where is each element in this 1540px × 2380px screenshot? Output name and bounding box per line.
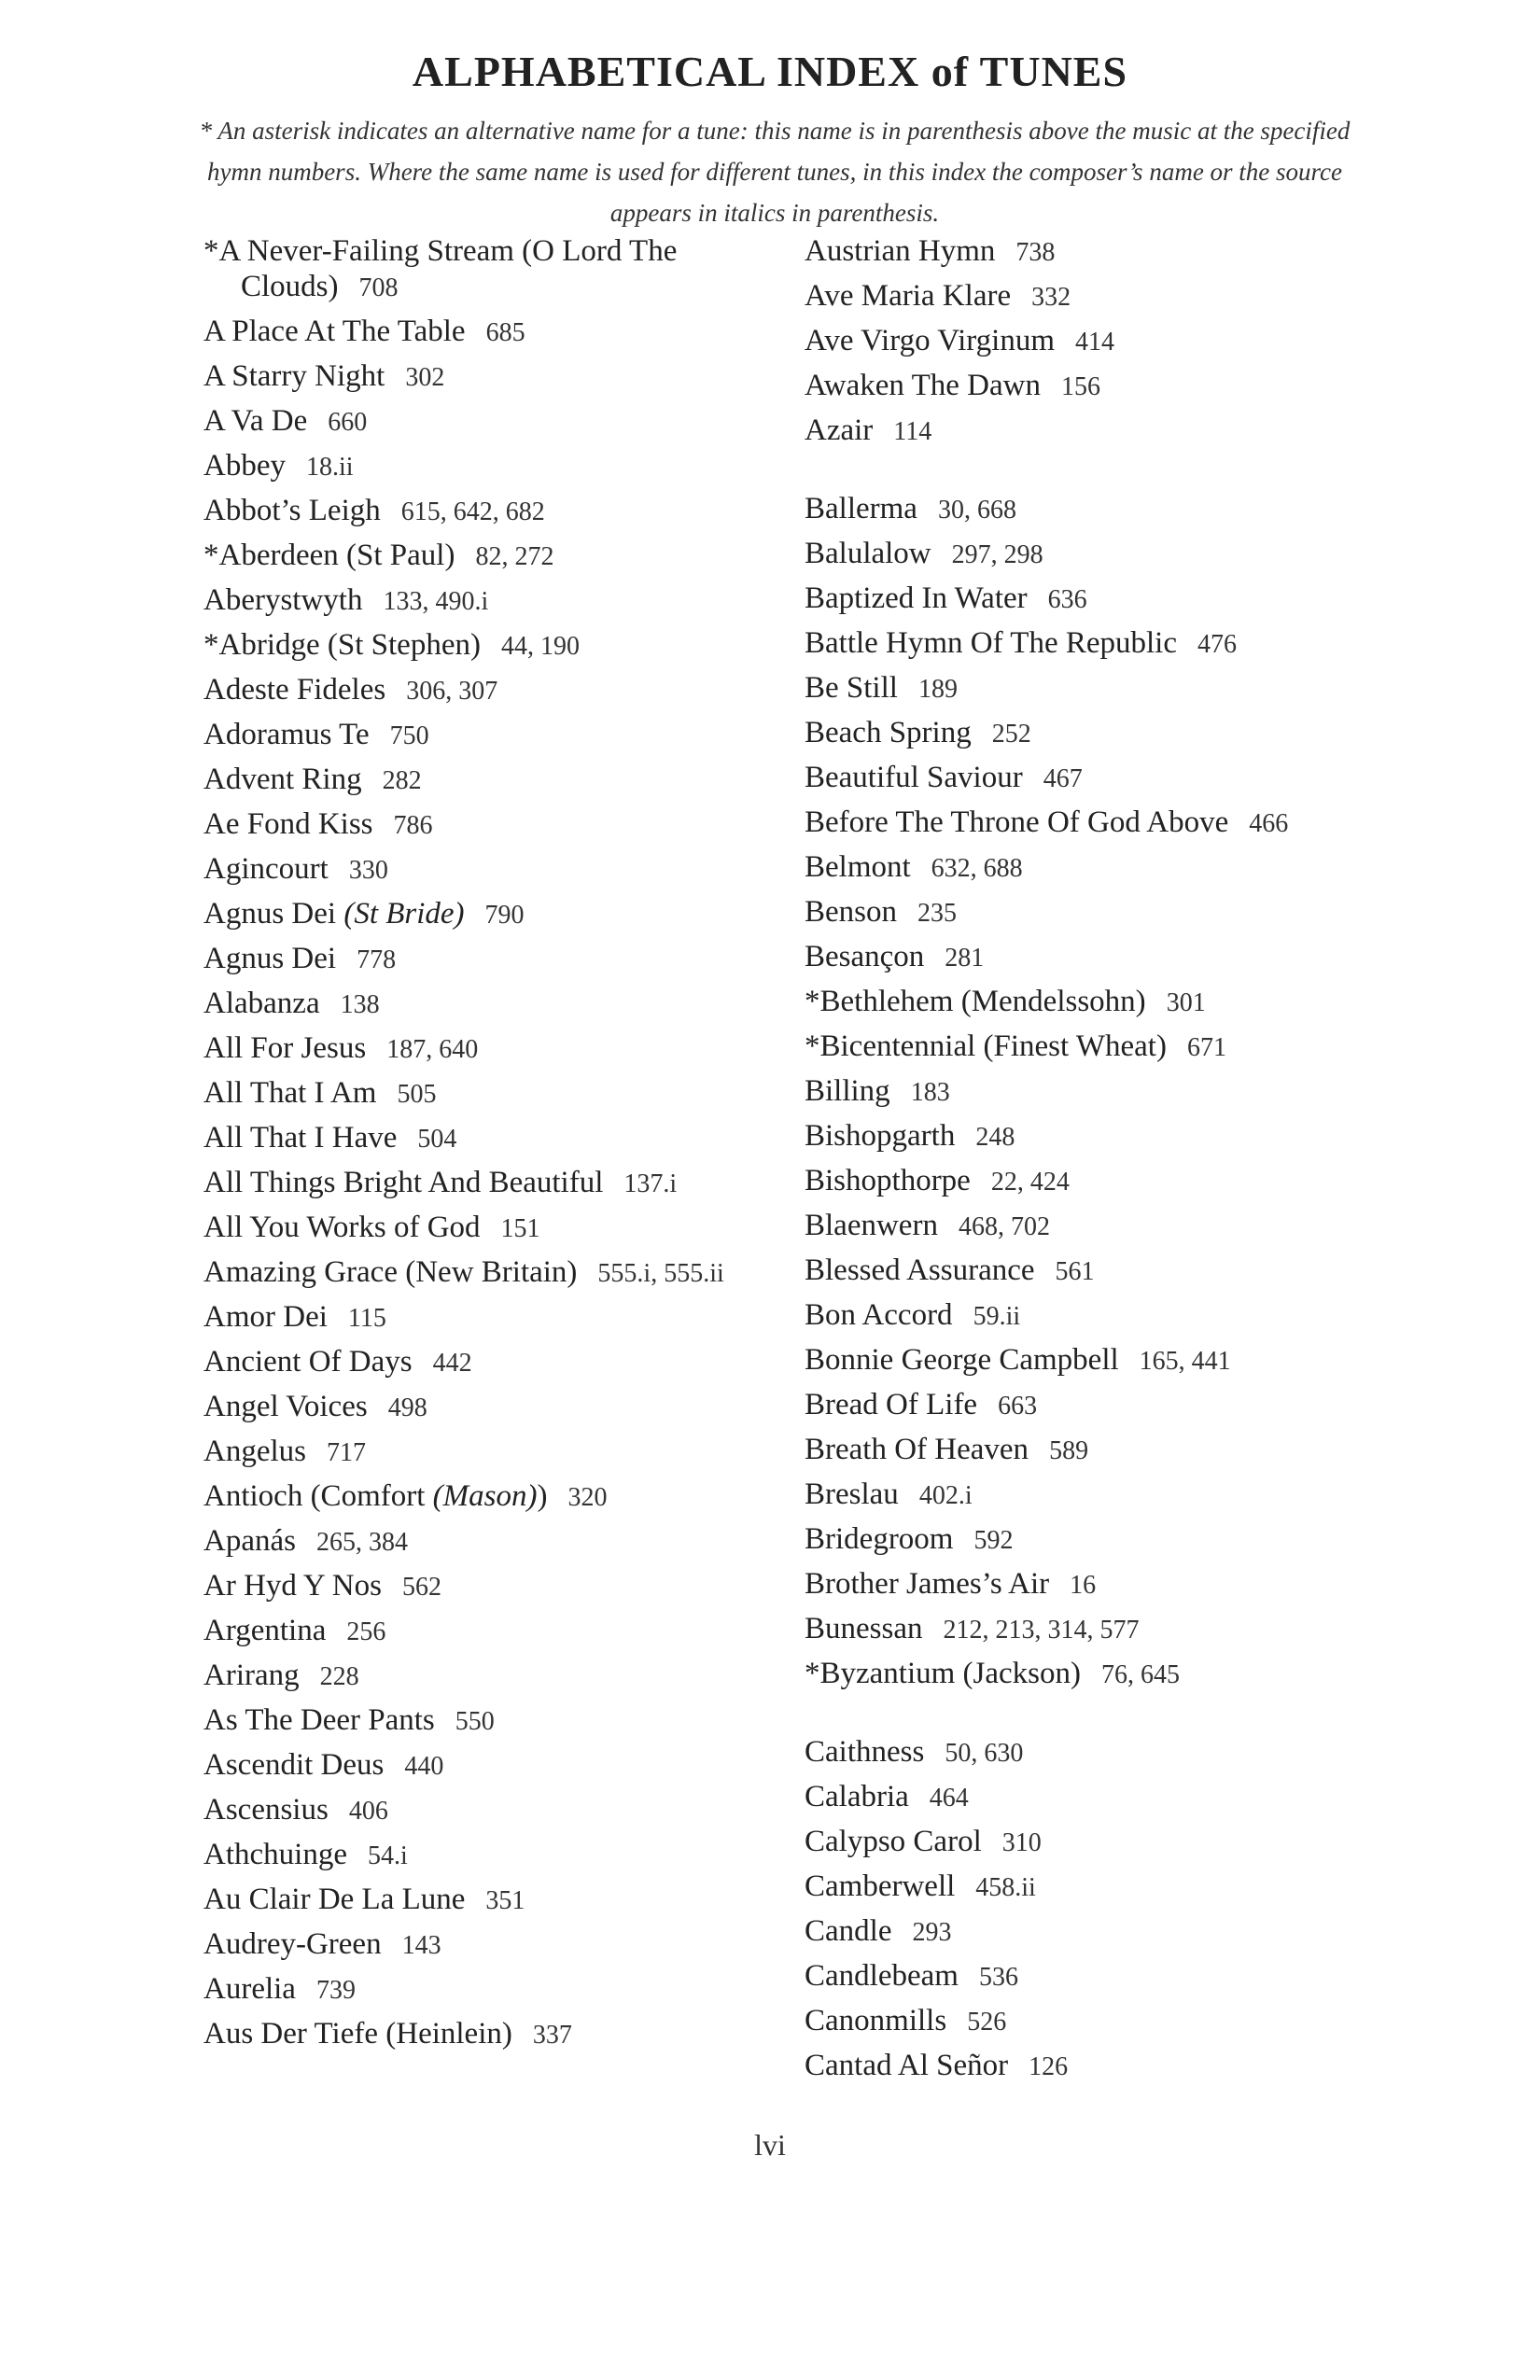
tune-name: Aberystwyth [203,583,363,617]
tune-name: Ar Hyd Y Nos [203,1569,382,1603]
hymn-numbers: 526 [967,2008,1007,2037]
index-entry [203,1344,773,1381]
index-entry [805,1734,1365,1771]
hymn-numbers: 126 [1029,2052,1069,2081]
page-number: lvi [754,2128,786,2162]
tune-name: All Things Bright And Beautiful [203,1166,604,1199]
index-entry [805,1118,1365,1155]
index-entry [203,2016,773,2053]
tune-name: Beautiful Saviour [805,761,1023,794]
index-entry [203,896,773,933]
index-entry [805,278,1365,315]
hymn-numbers: 235 [917,899,957,928]
tune-name: *Aberdeen (St Paul) [203,539,455,572]
hymn-numbers: 671 [1186,1033,1226,1062]
index-entry [805,805,1365,842]
tune-name: *Bethlehem (Mendelssohn) [805,985,1146,1018]
hymn-numbers: 265, 384 [315,1528,408,1557]
hymn-numbers: 561 [1055,1257,1095,1286]
index-entry [805,715,1365,752]
index-entry [805,939,1365,976]
hymn-numbers: 406 [348,1797,388,1826]
tune-name: A Place At The Table [203,315,466,348]
tune-name: Adoramus Te [203,718,370,751]
hymn-numbers: 786 [393,811,433,840]
tune-name: Candle [805,1914,892,1948]
tune-name: Abbot’s Leigh [203,494,381,527]
index-entry [805,581,1365,618]
hymn-numbers: 183 [910,1078,950,1107]
index-entry [203,941,773,978]
hymn-numbers: 252 [991,720,1031,749]
index-entry [203,1299,773,1337]
hymn-numbers: 708 [358,273,399,302]
hymn-numbers: 143 [401,1931,441,1960]
tune-name: *A Never-Failing Stream (O Lord The Clouds) [203,234,678,303]
tune-name: Bread Of Life [805,1388,978,1421]
index-entry [805,233,1365,271]
index-entry [805,2048,1365,2085]
index-entry [805,1253,1365,1290]
hymn-numbers: 458.ii [975,1873,1036,1902]
index-entry [203,1568,773,1605]
tune-name: *Bicentennial (Finest Wheat) [805,1029,1167,1063]
index-column-right [805,233,1365,2093]
index-entry [203,762,773,799]
tune-name: Athchuinge [203,1838,347,1871]
tune-name: Advent Ring [203,763,362,796]
index-entry [805,1073,1365,1111]
tune-name-close: ) [537,1479,548,1513]
hymn-numbers: 402.i [918,1481,973,1510]
tune-source: (Mason) [432,1479,538,1513]
tune-name: Apanás [203,1524,296,1558]
index-entry [203,717,773,754]
hymn-numbers: 282 [382,766,422,795]
index-entry [805,413,1365,450]
tune-name: Aurelia [203,1972,296,2006]
tune-name: Blessed Assurance [805,1253,1035,1287]
hymn-numbers: 351 [485,1886,525,1915]
hymn-numbers: 738 [1015,238,1056,267]
index-entry [203,314,773,351]
tune-name: Ascensius [203,1793,329,1827]
tune-name: Agnus Dei [203,942,337,975]
tune-name: *Abridge (St Stephen) [203,628,481,662]
tune-name: Angelus [203,1435,306,1468]
tune-name: Baptized In Water [805,581,1028,615]
index-entry [805,536,1365,573]
index-entry [203,493,773,530]
tune-name: Benson [805,895,897,929]
index-entry [805,1611,1365,1648]
index-entry [203,1478,773,1516]
index-entry [203,1971,773,2009]
index-entry [805,1869,1365,1906]
tune-name: Be Still [805,671,898,705]
hymn-numbers: 248 [975,1123,1015,1152]
hymn-numbers: 54.i [367,1841,408,1870]
hymn-numbers: 663 [998,1392,1038,1421]
hymn-numbers: 212, 213, 314, 577 [943,1616,1140,1645]
hymn-numbers: 16 [1070,1571,1097,1600]
hymn-numbers: 636 [1047,585,1087,614]
index-entry [203,986,773,1023]
tune-name: Arirang [203,1659,300,1692]
index-entry [805,491,1365,528]
tune-name: A Va De [203,404,308,438]
tune-name: Battle Hymn Of The Republic [805,626,1177,660]
index-entry [805,1477,1365,1514]
index-entry [203,627,773,665]
tune-name: Belmont [805,850,911,884]
index-entry [805,1029,1365,1066]
tune-name: Angel Voices [203,1390,368,1423]
index-entry [203,1926,773,1964]
hymn-numbers: 790 [484,901,525,930]
index-entry [203,1434,773,1471]
index-entry [203,672,773,709]
index-entry [203,1658,773,1695]
hymn-numbers: 505 [397,1080,437,1109]
hymn-numbers: 156 [1060,372,1100,401]
hymn-numbers: 440 [404,1752,444,1781]
hymn-numbers: 114 [893,417,932,446]
index-entry [203,358,773,396]
hymn-numbers: 330 [348,856,388,885]
hymn-numbers: 137.i [623,1169,678,1198]
hymn-numbers: 592 [973,1526,1014,1555]
hymn-numbers: 468, 702 [958,1212,1050,1241]
tune-name: Billing [805,1074,890,1108]
hymn-numbers: 82, 272 [475,542,554,571]
tune-name: Agnus Dei [203,897,337,931]
hymn-numbers: 302 [405,363,445,392]
index-entry [203,1837,773,1874]
index-entry [805,625,1365,663]
index-entry [805,894,1365,931]
index-entry [203,403,773,441]
tune-name: All For Jesus [203,1031,367,1065]
tune-name: Amazing Grace (New Britain) [203,1255,578,1289]
tune-source: (St Bride) [343,897,465,931]
tune-name: Abbey [203,449,286,483]
tune-name: Ancient Of Days [203,1345,413,1379]
index-entry [805,1297,1365,1335]
tune-name: Calypso Carol [805,1825,982,1858]
hymn-numbers: 297, 298 [951,540,1043,569]
hymn-numbers: 660 [328,408,368,437]
index-entry [805,1521,1365,1559]
hymn-numbers: 476 [1197,630,1237,659]
tune-name: Ballerma [805,492,917,525]
tune-name: Brother James’s Air [805,1567,1050,1601]
tune-name: All That I Am [203,1076,377,1110]
hymn-numbers: 555.i, 555.ii [597,1259,724,1288]
index-entry [203,1389,773,1426]
index-entry [805,368,1365,405]
hymn-numbers: 187, 640 [386,1035,479,1064]
tune-name: Cantad Al Señor [805,2049,1009,2082]
page-title: ALPHABETICAL INDEX of TUNES [412,48,1128,95]
tune-name: Awaken The Dawn [805,369,1041,402]
tune-name: Alabanza [203,987,320,1020]
hymn-numbers: 256 [346,1617,386,1646]
index-entry [203,1702,773,1740]
index-entry [805,1387,1365,1424]
tune-name: Beach Spring [805,716,972,749]
index-entry [203,851,773,889]
tune-name: All That I Have [203,1121,398,1155]
index-entry [203,1882,773,1919]
hymn-numbers: 632, 688 [931,854,1023,883]
tune-name: Candlebeam [805,1959,959,1993]
tune-name: Amor Dei [203,1300,328,1334]
tune-name: Camberwell [805,1869,956,1903]
hymn-numbers: 76, 645 [1101,1660,1181,1689]
hymn-numbers: 151 [500,1214,540,1243]
hymn-numbers: 536 [978,1963,1018,1992]
tune-name: Besançon [805,940,925,973]
index-entry [203,1030,773,1068]
tune-name: Antioch (Comfort [203,1479,426,1513]
index-entry [805,1566,1365,1603]
hymn-numbers: 504 [417,1125,457,1154]
index-entry [805,1432,1365,1469]
tune-name: Ascendit Deus [203,1748,385,1782]
index-entry [203,1613,773,1650]
tune-name: Austrian Hymn [805,234,996,268]
hymn-numbers: 332 [1031,283,1071,312]
hymn-numbers: 293 [912,1918,952,1947]
index-entry [203,538,773,575]
hymn-numbers: 685 [485,318,525,347]
hymn-numbers: 133, 490.i [383,587,489,616]
hymn-numbers: 464 [929,1784,969,1813]
tune-name: Before The Throne Of God Above [805,805,1229,839]
hymn-numbers: 778 [357,945,397,974]
tune-name: Audrey-Green [203,1927,382,1961]
index-entry [203,582,773,620]
hymn-numbers: 165, 441 [1139,1347,1231,1376]
hymn-numbers: 750 [389,721,429,750]
hymn-numbers: 562 [401,1573,441,1602]
tune-name: Ave Maria Klare [805,279,1012,313]
index-entry [805,1342,1365,1379]
hymn-numbers: 320 [567,1483,608,1512]
hymn-numbers: 310 [1001,1828,1042,1857]
tune-name: Argentina [203,1614,327,1647]
hymn-numbers: 115 [347,1304,386,1333]
hymn-numbers: 59.ii [973,1302,1021,1331]
index-entry [805,670,1365,707]
tune-name: Breath Of Heaven [805,1433,1029,1466]
index-entry [203,1120,773,1157]
index-entry [203,233,773,306]
index-entry [805,849,1365,887]
tune-name: Bon Accord [805,1298,953,1332]
index-entry [203,1075,773,1113]
hymn-numbers: 589 [1049,1436,1089,1465]
hymn-numbers: 138 [340,990,380,1019]
tune-name: Azair [805,413,874,447]
index-entry [203,1747,773,1785]
tune-name: Calabria [805,1780,909,1813]
tune-name: Au Clair De La Lune [203,1883,466,1916]
tune-name: A Starry Night [203,359,385,393]
index-entry [203,448,773,485]
index-entry [805,1208,1365,1245]
intro-note: * An asterisk indicates an alternative name for a tune: this name is in parenthesis above the music at the specified hymn numbers. Where the same name is used for different tunes, in this index the composer’s name or the source appears in italics in parenthesis. [199,117,1351,227]
index-entry [203,1792,773,1829]
tune-name: Ae Fond Kiss [203,807,373,841]
tune-name: *Byzantium (Jackson) [805,1657,1082,1690]
tune-name: Adeste Fideles [203,673,386,707]
hymn-numbers: 498 [387,1393,427,1422]
hymn-numbers: 442 [432,1349,472,1378]
index-entry [203,1254,773,1292]
hymn-numbers: 281 [945,944,985,973]
index-entry [805,1913,1365,1951]
index-entry [203,1210,773,1247]
index-entry [805,1656,1365,1693]
index-entry [805,760,1365,797]
hymn-numbers: 50, 630 [945,1739,1024,1768]
hymn-numbers: 44, 190 [500,632,580,661]
hymn-numbers: 467 [1043,764,1083,793]
index-entry [805,984,1365,1021]
tune-name: Ave Virgo Virginum [805,324,1055,357]
tune-name: Agincourt [203,852,329,886]
index-entry [805,1779,1365,1816]
hymn-numbers: 414 [1075,328,1114,357]
hymn-numbers: 18.ii [305,453,354,482]
tune-name: Bunessan [805,1612,923,1645]
hymn-numbers: 550 [455,1707,495,1736]
hymn-numbers: 189 [917,675,958,704]
index-entry [203,1523,773,1561]
tune-name: Canonmills [805,2004,947,2037]
tune-name: Bishopgarth [805,1119,956,1153]
index-entry [805,323,1365,360]
index-entry [203,806,773,844]
hymn-numbers: 22, 424 [990,1168,1070,1197]
index-entry [805,1958,1365,1995]
tune-name: Aus Der Tiefe (Heinlein) [203,2017,512,2051]
index-column-left [203,233,773,2061]
index-entry [203,1165,773,1202]
hymn-numbers: 717 [327,1438,366,1467]
hymn-numbers: 301 [1166,988,1206,1017]
hymn-numbers: 228 [319,1662,359,1691]
tune-name: Bridegroom [805,1522,954,1556]
index-entry [805,2003,1365,2040]
tune-name: Bonnie George Campbell [805,1343,1119,1377]
tune-name: Bishopthorpe [805,1164,971,1197]
tune-name: Breslau [805,1477,899,1511]
hymn-numbers: 337 [532,2021,572,2050]
index-entry [805,1824,1365,1861]
hymn-numbers: 739 [315,1976,356,2005]
hymn-numbers: 306, 307 [406,677,498,706]
tune-name: Balulalow [805,537,931,570]
tune-name: Caithness [805,1735,925,1769]
tune-name: All You Works of God [203,1211,481,1244]
hymn-numbers: 615, 642, 682 [400,497,545,526]
index-entry [805,1163,1365,1200]
hymn-numbers: 30, 668 [937,496,1016,525]
tune-name: Blaenwern [805,1209,938,1242]
tune-name: As The Deer Pants [203,1703,435,1737]
hymn-numbers: 466 [1249,809,1289,838]
